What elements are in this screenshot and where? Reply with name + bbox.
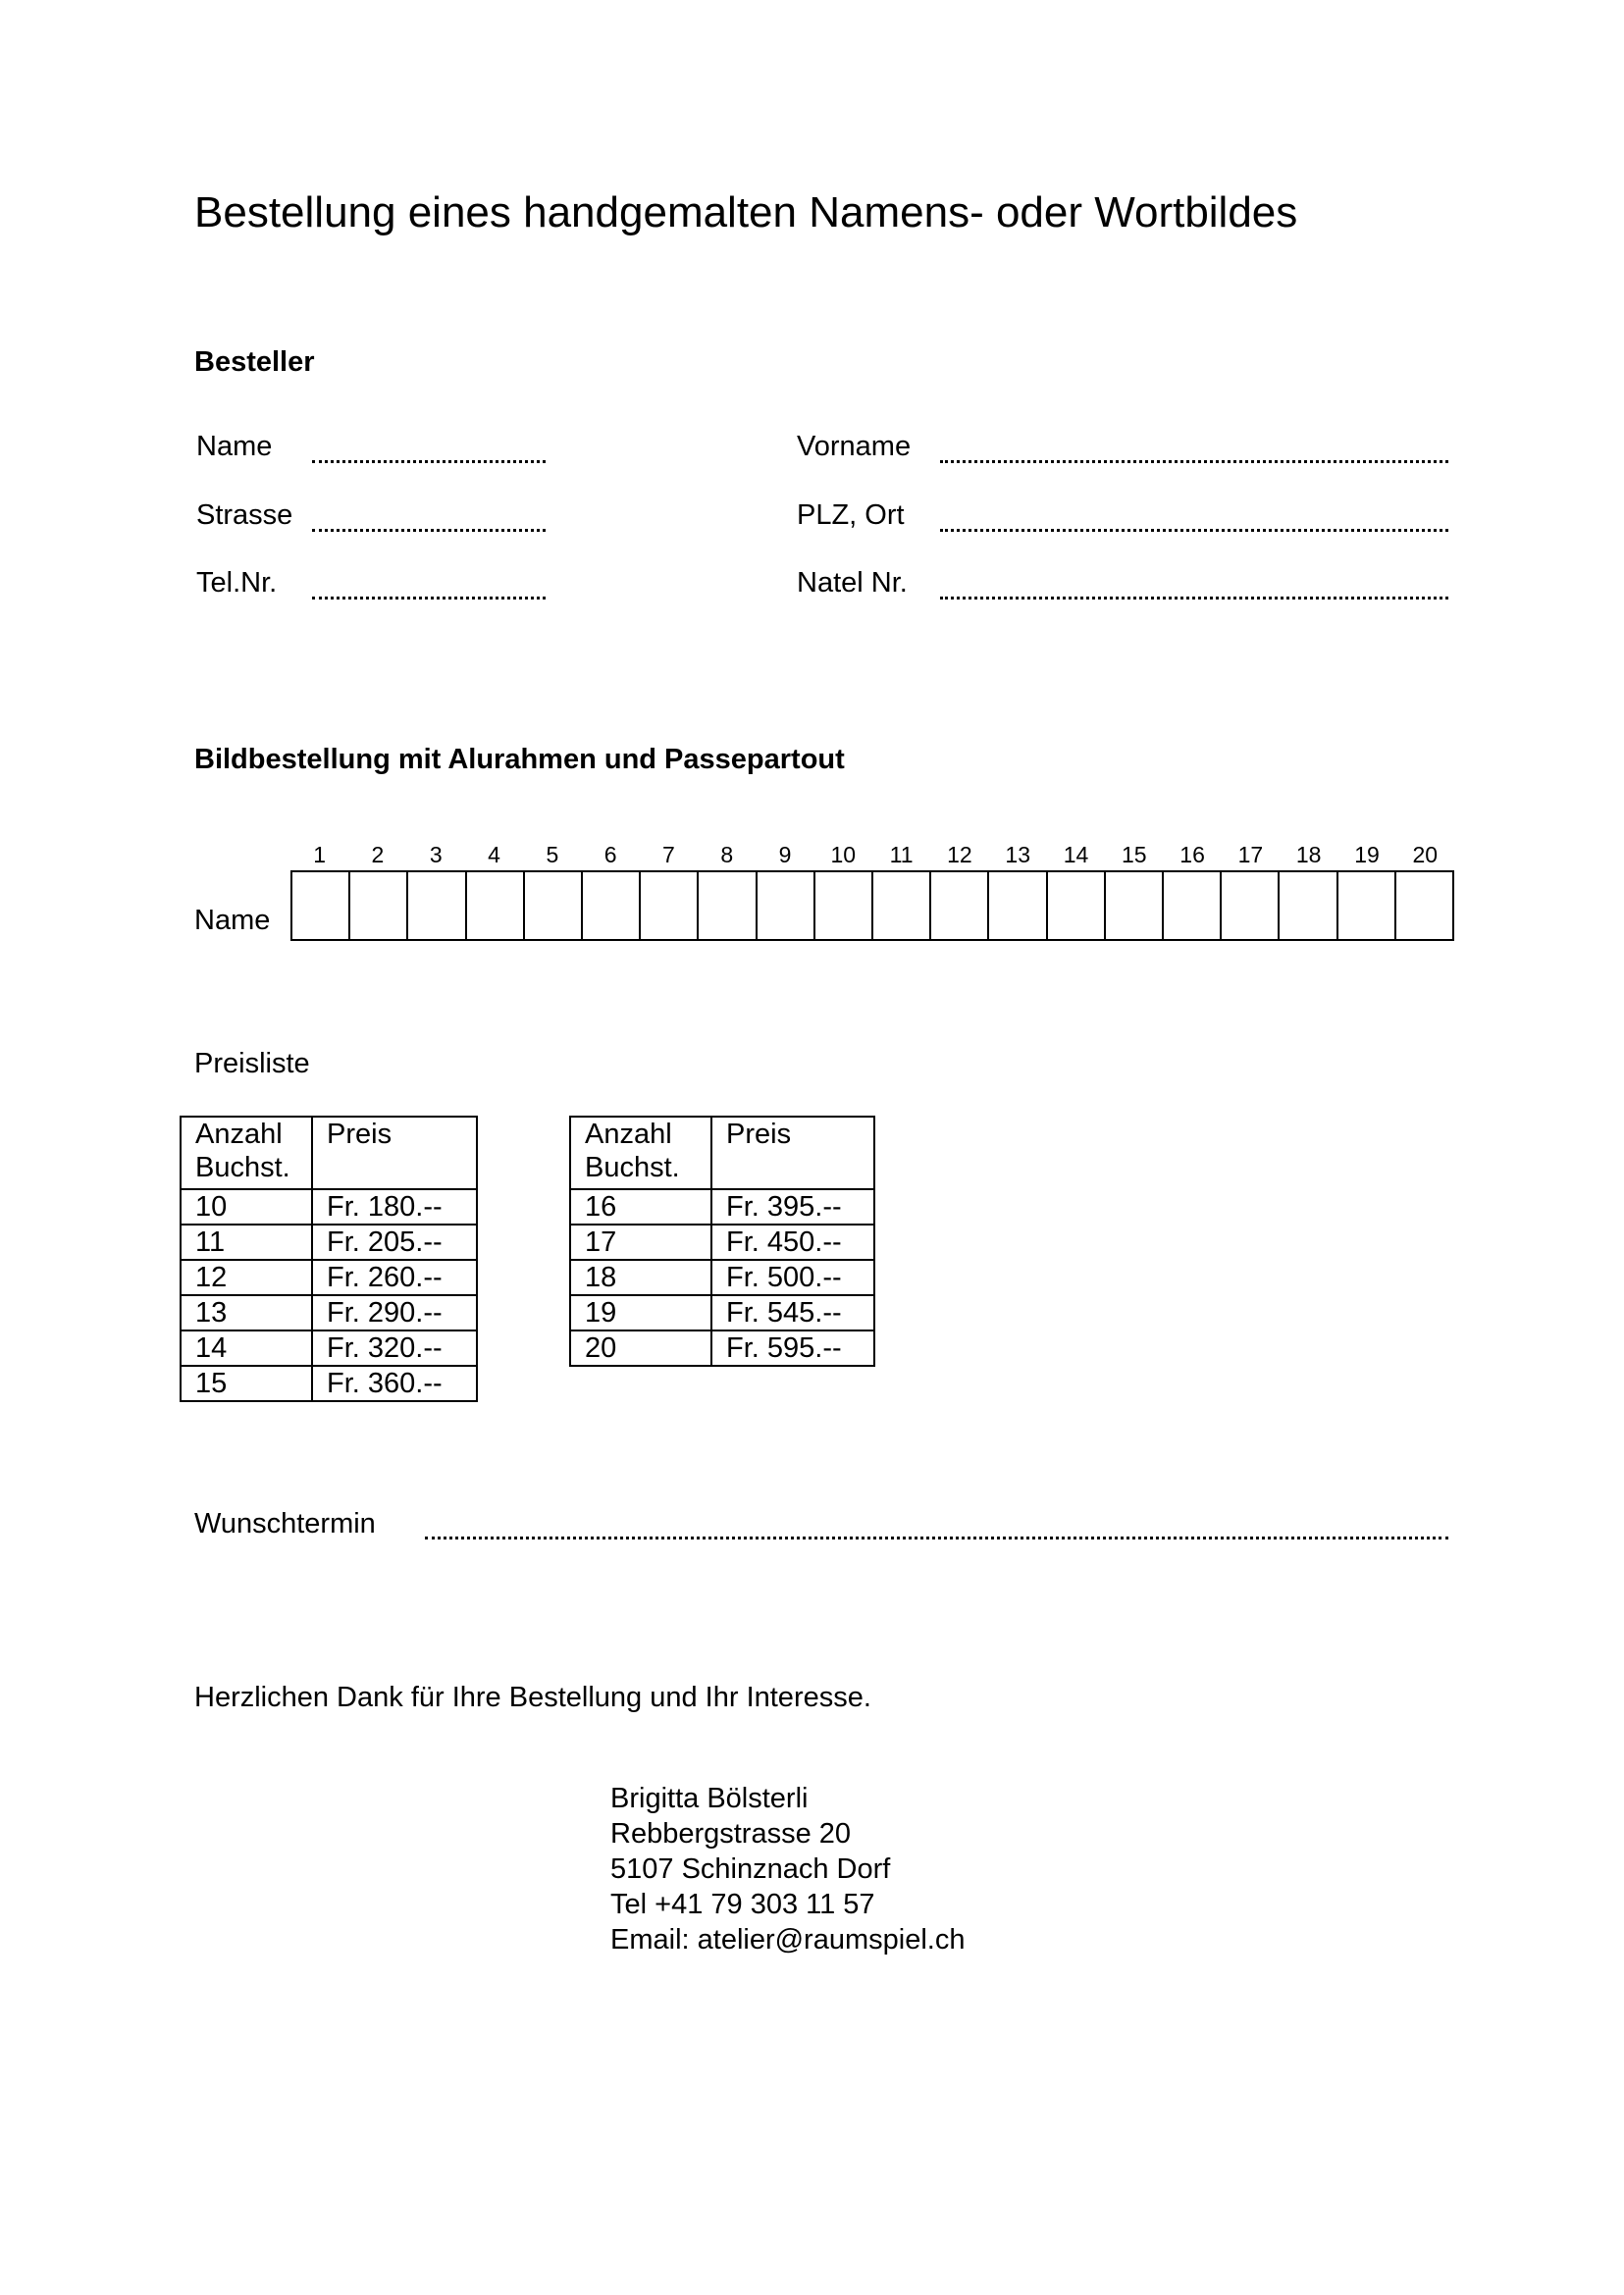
letter-box bbox=[699, 872, 757, 939]
letter-input[interactable] bbox=[815, 872, 871, 939]
price: Fr. 595.-- bbox=[711, 1330, 874, 1366]
letter-input[interactable] bbox=[641, 872, 697, 939]
letter-number: 9 bbox=[778, 842, 792, 867]
table-row bbox=[181, 1189, 477, 1225]
letter-number: 6 bbox=[603, 842, 617, 867]
letter-number: 11 bbox=[889, 842, 914, 867]
letters-row-label: Name bbox=[194, 905, 271, 936]
price: Fr. 450.-- bbox=[711, 1225, 874, 1260]
count-header: Anzahl Buchst. bbox=[570, 1117, 711, 1189]
letter-input[interactable] bbox=[1164, 872, 1220, 939]
letter-count: 16 bbox=[570, 1189, 711, 1225]
letter-count: 10 bbox=[181, 1189, 312, 1225]
letter-box bbox=[1106, 872, 1164, 939]
table-row bbox=[570, 1260, 874, 1295]
letter-number: 19 bbox=[1354, 842, 1380, 867]
contact-phone: Tel +41 79 303 11 57 bbox=[610, 1889, 875, 1920]
plz-ort-label: PLZ, Ort bbox=[797, 499, 905, 531]
price: Fr. 360.-- bbox=[312, 1366, 477, 1401]
besteller-heading: Besteller bbox=[194, 346, 315, 378]
letter-box bbox=[815, 872, 873, 939]
letter-box bbox=[408, 872, 466, 939]
table-row bbox=[181, 1295, 477, 1330]
letter-input[interactable] bbox=[758, 872, 813, 939]
letter-input[interactable] bbox=[873, 872, 929, 939]
letter-input[interactable] bbox=[1396, 872, 1452, 939]
table-header-row bbox=[570, 1117, 874, 1189]
letter-box bbox=[873, 872, 931, 939]
vorname-label: Vorname bbox=[797, 431, 912, 462]
natel-field[interactable] bbox=[940, 564, 1452, 598]
letter-box bbox=[525, 872, 583, 939]
table-row bbox=[570, 1295, 874, 1330]
contact-street: Rebbergstrasse 20 bbox=[610, 1818, 852, 1850]
letter-number: 1 bbox=[313, 842, 327, 867]
letter-input[interactable] bbox=[1222, 872, 1278, 939]
letter-count: 14 bbox=[181, 1330, 312, 1366]
table-row bbox=[570, 1189, 874, 1225]
price-header: Preis bbox=[312, 1117, 477, 1189]
price: Fr. 500.-- bbox=[711, 1260, 874, 1295]
strasse-field[interactable] bbox=[312, 496, 550, 530]
letter-number: 3 bbox=[429, 842, 443, 867]
contact-city: 5107 Schinznach Dorf bbox=[610, 1853, 891, 1885]
letter-number: 10 bbox=[830, 842, 857, 867]
letter-box bbox=[292, 872, 350, 939]
letter-boxes bbox=[290, 870, 1454, 941]
tel-label: Tel.Nr. bbox=[196, 567, 278, 599]
price: Fr. 180.-- bbox=[312, 1189, 477, 1225]
table-row bbox=[181, 1225, 477, 1260]
letter-input[interactable] bbox=[408, 872, 464, 939]
letter-count: 20 bbox=[570, 1330, 711, 1366]
vorname-field[interactable] bbox=[940, 428, 1452, 461]
letter-count: 15 bbox=[181, 1366, 312, 1401]
table-row bbox=[181, 1260, 477, 1295]
table-row bbox=[570, 1330, 874, 1366]
letter-box bbox=[467, 872, 525, 939]
natel-label: Natel Nr. bbox=[797, 567, 908, 599]
price: Fr. 395.-- bbox=[711, 1189, 874, 1225]
bildbestellung-heading: Bildbestellung mit Alurahmen und Passepartout bbox=[194, 744, 845, 775]
letter-number: 14 bbox=[1063, 842, 1089, 867]
letter-count: 19 bbox=[570, 1295, 711, 1330]
price-table-left bbox=[180, 1116, 478, 1402]
price-table-right bbox=[569, 1116, 875, 1367]
price: Fr. 290.-- bbox=[312, 1295, 477, 1330]
tel-field[interactable] bbox=[312, 564, 550, 598]
letter-box bbox=[989, 872, 1047, 939]
letter-box bbox=[1396, 872, 1452, 939]
price: Fr. 545.-- bbox=[711, 1295, 874, 1330]
letter-input[interactable] bbox=[1106, 872, 1162, 939]
letter-input[interactable] bbox=[931, 872, 987, 939]
letter-number: 15 bbox=[1122, 842, 1147, 867]
letter-number: 4 bbox=[488, 842, 500, 867]
name-label: Name bbox=[196, 431, 273, 462]
letter-number: 13 bbox=[1005, 842, 1030, 867]
letter-number: 18 bbox=[1295, 842, 1322, 867]
letter-box bbox=[1048, 872, 1106, 939]
price-header: Preis bbox=[711, 1117, 874, 1189]
letter-count: 12 bbox=[181, 1260, 312, 1295]
name-field[interactable] bbox=[312, 428, 550, 461]
letter-numbers bbox=[290, 842, 1454, 868]
letter-input[interactable] bbox=[350, 872, 406, 939]
letter-input[interactable] bbox=[292, 872, 348, 939]
letter-input[interactable] bbox=[467, 872, 523, 939]
contact-name: Brigitta Bölsterli bbox=[610, 1783, 809, 1814]
letter-box bbox=[1222, 872, 1280, 939]
plz-ort-field[interactable] bbox=[940, 496, 1452, 530]
letter-input[interactable] bbox=[1338, 872, 1394, 939]
price: Fr. 260.-- bbox=[312, 1260, 477, 1295]
letter-input[interactable] bbox=[525, 872, 581, 939]
price: Fr. 205.-- bbox=[312, 1225, 477, 1260]
letter-box bbox=[583, 872, 641, 939]
letter-count: 13 bbox=[181, 1295, 312, 1330]
letter-count: 18 bbox=[570, 1260, 711, 1295]
thanks-text: Herzlichen Dank für Ihre Bestellung und Ihr Interesse. bbox=[194, 1682, 871, 1713]
table-row bbox=[181, 1330, 477, 1366]
letter-box bbox=[1164, 872, 1222, 939]
preisliste-heading: Preisliste bbox=[194, 1048, 310, 1079]
letter-box bbox=[1338, 872, 1396, 939]
letter-number: 12 bbox=[947, 842, 972, 867]
letter-input[interactable] bbox=[583, 872, 639, 939]
letter-number: 5 bbox=[546, 842, 559, 867]
letter-number: 17 bbox=[1237, 842, 1264, 867]
letter-input[interactable] bbox=[1280, 872, 1336, 939]
letter-box bbox=[931, 872, 989, 939]
letter-input[interactable] bbox=[989, 872, 1045, 939]
letter-number: 16 bbox=[1179, 842, 1205, 867]
table-row bbox=[570, 1225, 874, 1260]
contact-block bbox=[610, 1781, 965, 1957]
letter-box bbox=[758, 872, 815, 939]
wunschtermin-label: Wunschtermin bbox=[194, 1508, 376, 1539]
count-header: Anzahl Buchst. bbox=[181, 1117, 312, 1189]
price: Fr. 320.-- bbox=[312, 1330, 477, 1366]
wunschtermin-field[interactable] bbox=[425, 1504, 1452, 1538]
letter-input[interactable] bbox=[699, 872, 755, 939]
letter-input[interactable] bbox=[1048, 872, 1104, 939]
letter-number: 8 bbox=[720, 842, 734, 867]
contact-email[interactable]: Email: atelier@raumspiel.ch bbox=[610, 1924, 966, 1956]
letter-count: 11 bbox=[181, 1225, 312, 1260]
table-row bbox=[181, 1366, 477, 1401]
letter-box bbox=[641, 872, 699, 939]
letter-number: 7 bbox=[662, 842, 675, 867]
table-header-row bbox=[181, 1117, 477, 1189]
page-title: Bestellung eines handgemalten Namens- oder Wortbildes bbox=[194, 188, 1298, 236]
letter-count: 17 bbox=[570, 1225, 711, 1260]
letter-number: 20 bbox=[1412, 842, 1439, 867]
letter-box bbox=[350, 872, 408, 939]
letter-box bbox=[1280, 872, 1337, 939]
letter-number: 2 bbox=[371, 842, 385, 867]
strasse-label: Strasse bbox=[196, 499, 293, 531]
